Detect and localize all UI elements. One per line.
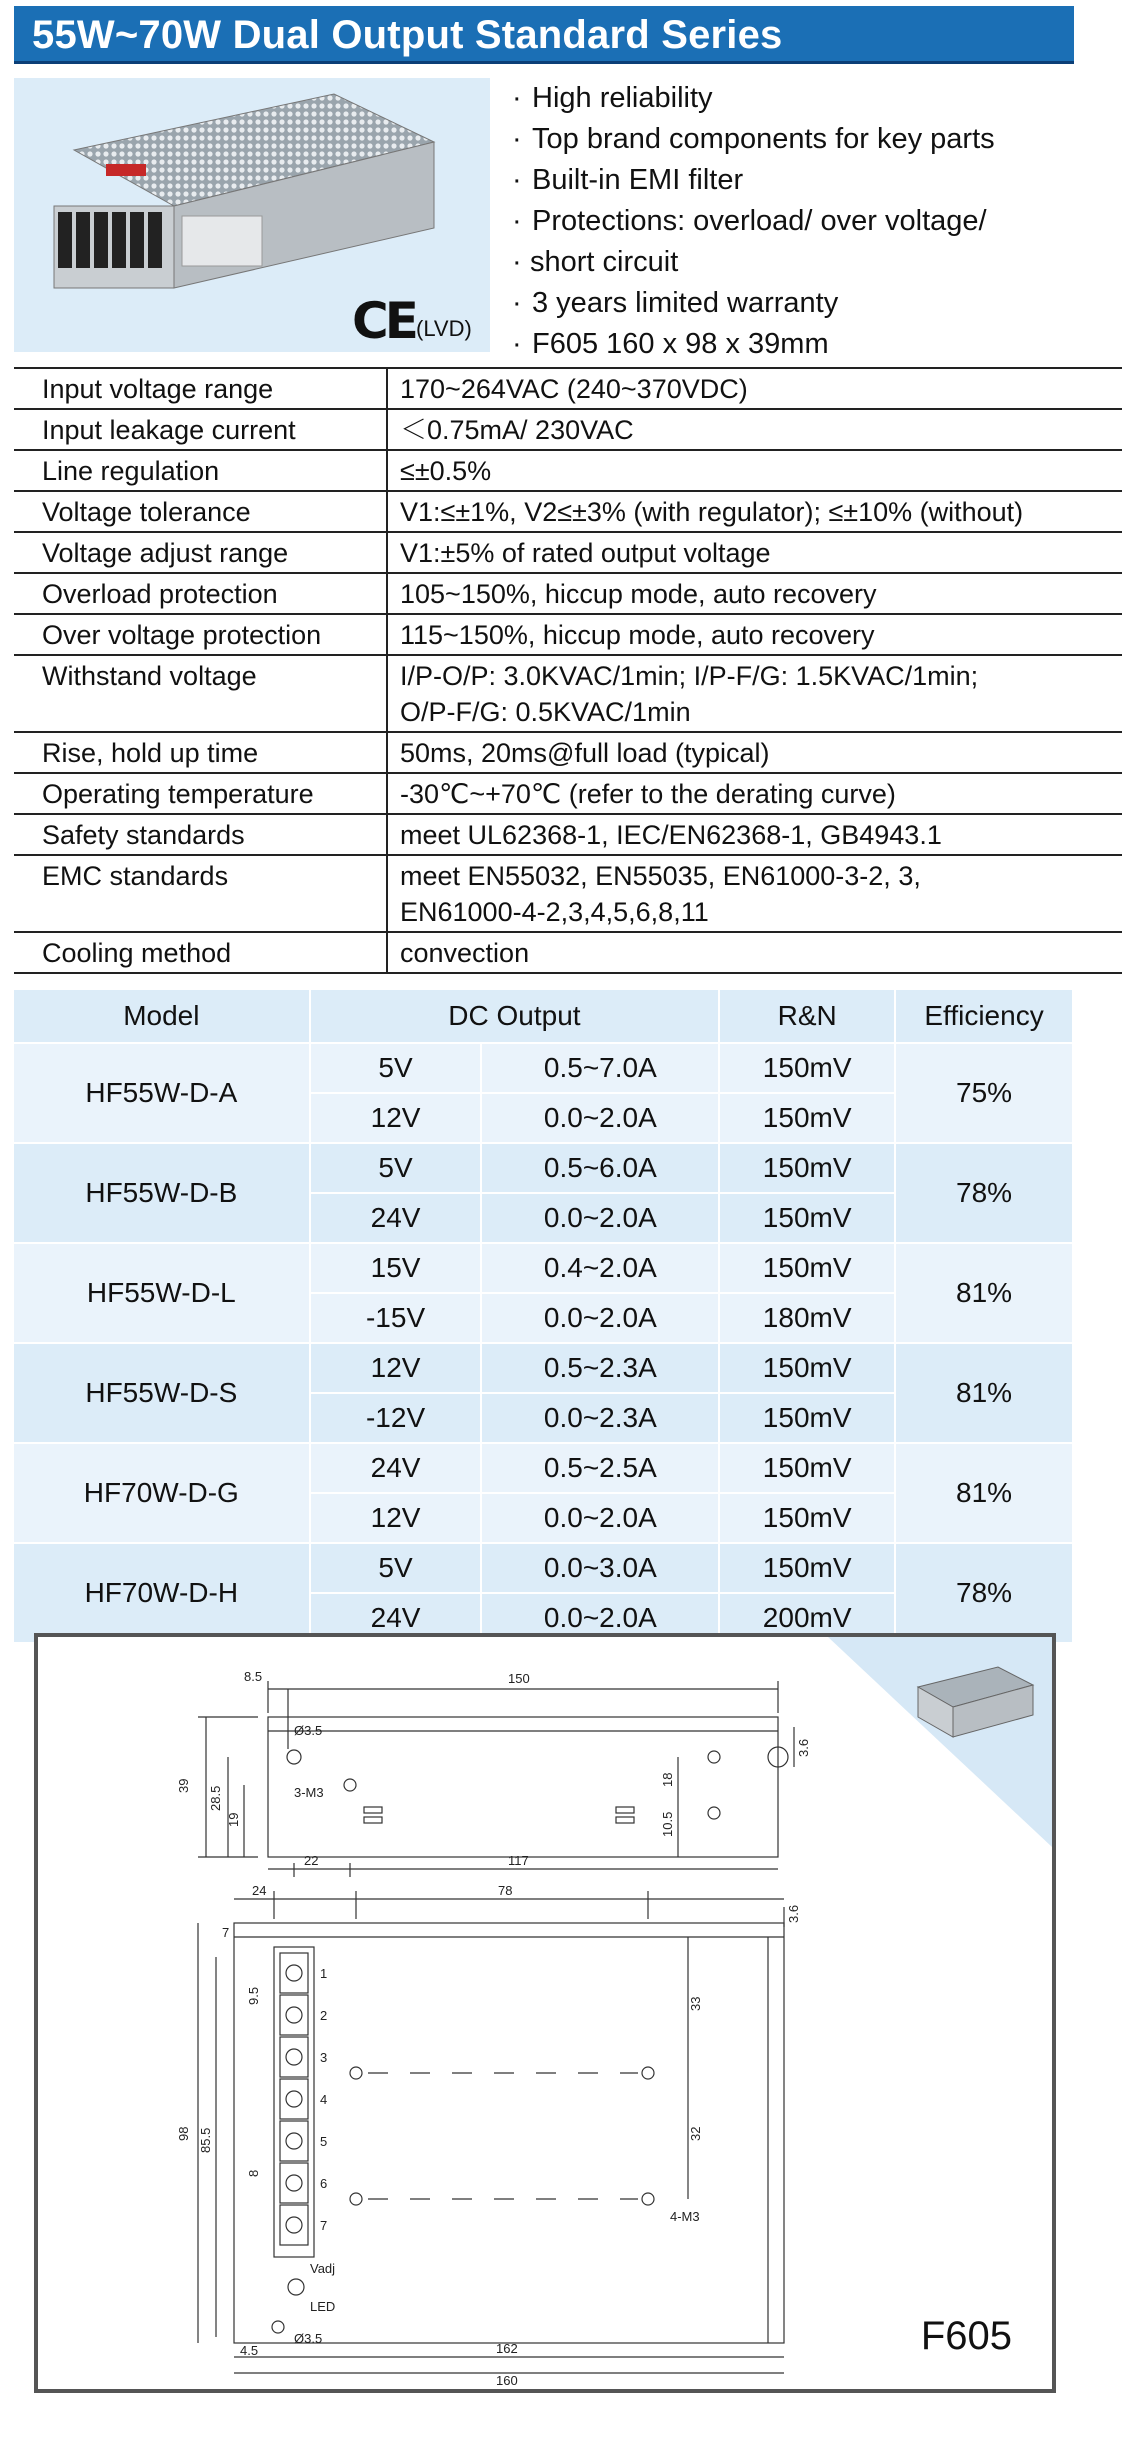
- dim-plan-3-6: 3.6: [786, 1904, 801, 1923]
- model-name: HF70W-D-H: [14, 1543, 310, 1643]
- table-row: [14, 1143, 1073, 1193]
- dim-screw-4m3: 4-M3: [670, 2209, 700, 2224]
- spec-value: [387, 409, 1122, 450]
- spec-row: [14, 932, 1122, 973]
- efficiency-header: Efficiency: [895, 990, 1073, 1043]
- dim-3-6-side: 3.6: [796, 1738, 811, 1757]
- table-row: [14, 1043, 1073, 1093]
- output-voltage: 12V: [310, 1093, 482, 1143]
- output-current: 0.5~2.5A: [481, 1443, 719, 1493]
- efficiency: 75%: [895, 1043, 1073, 1143]
- ripple-noise: 150mV: [719, 1543, 895, 1593]
- output-voltage: -15V: [310, 1293, 482, 1343]
- table-row: [14, 1443, 1073, 1493]
- spec-row: [14, 368, 1122, 409]
- spec-table: [14, 367, 1122, 974]
- dim-plan-98: 98: [176, 2126, 191, 2141]
- spec-value-line: convection: [400, 938, 530, 968]
- dim-screw-3m3: 3-M3: [294, 1785, 324, 1800]
- model-group: [14, 1343, 1073, 1443]
- spec-value-line: 50ms, 20ms@full load (typical): [400, 738, 770, 768]
- model-name: HF55W-D-B: [14, 1143, 310, 1243]
- dim-hole-dia-bottom: Ø3.5: [294, 2331, 323, 2346]
- feature-item-continued: · short circuit: [510, 242, 1110, 283]
- spec-label: Rise, hold up time: [14, 732, 387, 773]
- output-current: 0.0~2.0A: [481, 1293, 719, 1343]
- output-current: 0.4~2.0A: [481, 1243, 719, 1293]
- spec-value: [387, 932, 1122, 973]
- spec-row: [14, 655, 1122, 732]
- output-voltage: 24V: [310, 1593, 482, 1643]
- terminal-number: 2: [320, 2008, 328, 2023]
- output-voltage: -12V: [310, 1393, 482, 1443]
- dim-plan-33: 33: [688, 1996, 703, 2011]
- spec-value-line: ≤±0.5%: [400, 456, 492, 486]
- spec-value: [387, 773, 1122, 814]
- efficiency: 78%: [895, 1143, 1073, 1243]
- spec-row: [14, 573, 1122, 614]
- feature-item: · Built-in EMI filter: [510, 160, 1110, 201]
- dim-18: 18: [660, 1772, 675, 1787]
- output-voltage: 15V: [310, 1243, 482, 1293]
- output-current: 0.0~2.0A: [481, 1493, 719, 1543]
- ripple-noise: 150mV: [719, 1493, 895, 1543]
- model-name: HF55W-D-A: [14, 1043, 310, 1143]
- spec-label: Overload protection: [14, 573, 387, 614]
- feature-item: · F605 160 x 98 x 39mm: [510, 324, 1110, 365]
- spec-label: Input leakage current: [14, 409, 387, 450]
- dim-plan-78: 78: [498, 1883, 513, 1898]
- dim-top-left-offset: 8.5: [244, 1669, 263, 1684]
- output-current: 0.0~2.0A: [481, 1093, 719, 1143]
- terminal-number: 1: [320, 1966, 328, 1981]
- spec-label: Cooling method: [14, 932, 387, 973]
- output-current: 0.0~2.3A: [481, 1393, 719, 1443]
- feature-item: · Top brand components for key parts: [510, 119, 1110, 160]
- efficiency: 81%: [895, 1443, 1073, 1543]
- product-photo: [14, 78, 490, 352]
- output-current: 0.5~2.3A: [481, 1343, 719, 1393]
- dim-height-39: 39: [176, 1778, 191, 1793]
- model-group: [14, 1043, 1073, 1143]
- vadj-label: Vadj: [310, 2261, 336, 2276]
- corner-accent: [828, 1637, 1052, 1847]
- spec-row: [14, 532, 1122, 573]
- spec-value: [387, 614, 1122, 655]
- ripple-noise: 150mV: [719, 1193, 895, 1243]
- spec-row: [14, 855, 1122, 932]
- model-table: [14, 990, 1074, 1644]
- spec-row: [14, 409, 1122, 450]
- ripple-noise: 150mV: [719, 1043, 895, 1093]
- spec-value: [387, 855, 1122, 932]
- spec-value: [387, 532, 1122, 573]
- model-group: [14, 1443, 1073, 1543]
- ripple-noise: 150mV: [719, 1093, 895, 1143]
- rn-header: R&N: [719, 990, 895, 1043]
- spec-label: Operating temperature: [14, 773, 387, 814]
- output-voltage: 5V: [310, 1143, 482, 1193]
- dim-plan-4-5: 4.5: [240, 2343, 259, 2358]
- output-current: 0.0~3.0A: [481, 1543, 719, 1593]
- spec-row: [14, 732, 1122, 773]
- output-current: 0.5~6.0A: [481, 1143, 719, 1193]
- output-voltage: 12V: [310, 1343, 482, 1393]
- page-title: 55W~70W Dual Output Standard Series: [14, 6, 1074, 64]
- table-row: [14, 1543, 1073, 1593]
- output-voltage: 5V: [310, 1543, 482, 1593]
- spec-row: [14, 814, 1122, 855]
- model-group: [14, 1143, 1073, 1243]
- table-row: [14, 1243, 1073, 1293]
- spec-value: [387, 368, 1122, 409]
- spec-value: [387, 732, 1122, 773]
- model-group: [14, 1543, 1073, 1643]
- terminal-number: 4: [320, 2092, 328, 2107]
- dim-bottom-117: 117: [508, 1853, 529, 1868]
- spec-value: [387, 655, 1122, 732]
- ripple-noise: 150mV: [719, 1443, 895, 1493]
- model-name: HF70W-D-G: [14, 1443, 310, 1543]
- table-row: [14, 1343, 1073, 1393]
- spec-label: Safety standards: [14, 814, 387, 855]
- output-voltage: 24V: [310, 1443, 482, 1493]
- ce-mark: CE: [352, 292, 415, 350]
- dim-hole-dia-top: Ø3.5: [294, 1723, 323, 1738]
- feature-list: [510, 78, 1110, 365]
- spec-row: [14, 773, 1122, 814]
- spec-value-line: ＜0.75mA/ 230VAC: [400, 415, 634, 445]
- mechanical-drawing: [38, 1637, 1052, 2389]
- model-name: HF55W-D-S: [14, 1343, 310, 1443]
- dim-height-19: 19: [226, 1812, 241, 1827]
- model-header: Model: [14, 990, 310, 1043]
- dimension-drawing: [34, 1633, 1056, 2393]
- dim-plan-160: 160: [496, 2373, 518, 2388]
- spec-value-line: meet UL62368-1, IEC/EN62368-1, GB4943.1: [400, 820, 942, 850]
- spec-value-line: meet EN55032, EN55035, EN61000-3-2, 3,: [400, 861, 921, 891]
- output-voltage: 24V: [310, 1193, 482, 1243]
- output-voltage: 5V: [310, 1043, 482, 1093]
- ripple-noise: 200mV: [719, 1593, 895, 1643]
- output-current: 0.0~2.0A: [481, 1593, 719, 1643]
- dim-plan-8: 8: [246, 2169, 261, 2177]
- terminal-number: 6: [320, 2176, 328, 2191]
- model-group: [14, 1243, 1073, 1343]
- spec-label: EMC standards: [14, 855, 387, 932]
- dim-height-28-5: 28.5: [208, 1785, 223, 1811]
- ripple-noise: 150mV: [719, 1243, 895, 1293]
- spec-value: [387, 450, 1122, 491]
- spec-label: Input voltage range: [14, 368, 387, 409]
- terminal-number: 7: [320, 2218, 328, 2233]
- dim-bottom-22: 22: [304, 1853, 319, 1868]
- led-label: LED: [310, 2299, 336, 2314]
- output-voltage: 12V: [310, 1493, 482, 1543]
- spec-label: Voltage adjust range: [14, 532, 387, 573]
- ripple-noise: 150mV: [719, 1143, 895, 1193]
- efficiency: 78%: [895, 1543, 1073, 1643]
- efficiency: 81%: [895, 1343, 1073, 1443]
- spec-label: Withstand voltage: [14, 655, 387, 732]
- ripple-noise: 150mV: [719, 1393, 895, 1443]
- feature-item: · High reliability: [510, 78, 1110, 119]
- ce-lvd-note: (LVD): [416, 316, 472, 341]
- dim-total-length-top: 150: [508, 1671, 530, 1686]
- dc-output-header: DC Output: [310, 990, 720, 1043]
- spec-value: [387, 814, 1122, 855]
- dim-plan-32: 32: [688, 2126, 703, 2141]
- terminal-numbers: [320, 1966, 327, 2233]
- dim-plan-162: 162: [496, 2341, 518, 2356]
- spec-row: [14, 450, 1122, 491]
- spec-label: Over voltage protection: [14, 614, 387, 655]
- spec-value: [387, 573, 1122, 614]
- terminal-number: 3: [320, 2050, 328, 2065]
- output-current: 0.0~2.0A: [481, 1193, 719, 1243]
- feature-item: · 3 years limited warranty: [510, 283, 1110, 324]
- model-name: HF55W-D-L: [14, 1243, 310, 1343]
- efficiency: 81%: [895, 1243, 1073, 1343]
- dim-plan-7: 7: [222, 1925, 230, 1940]
- product-photo-panel: [14, 78, 490, 352]
- spec-value-line: EN61000-4-2,3,4,5,6,8,11: [400, 897, 709, 927]
- spec-value-line: V1:±5% of rated output voltage: [400, 538, 771, 568]
- spec-row: [14, 491, 1122, 532]
- spec-value-line: O/P-F/G: 0.5KVAC/1min: [400, 697, 691, 727]
- spec-value-line: 115~150%, hiccup mode, auto recovery: [400, 620, 875, 650]
- ripple-noise: 150mV: [719, 1343, 895, 1393]
- spec-label: Line regulation: [14, 450, 387, 491]
- spec-value: [387, 491, 1122, 532]
- dim-plan-24: 24: [252, 1883, 267, 1898]
- output-current: 0.5~7.0A: [481, 1043, 719, 1093]
- terminal-number: 5: [320, 2134, 328, 2149]
- spec-value-line: 170~264VAC (240~370VDC): [400, 374, 748, 404]
- spec-label: Voltage tolerance: [14, 491, 387, 532]
- ripple-noise: 180mV: [719, 1293, 895, 1343]
- spec-value-line: -30℃~+70℃ (refer to the derating curve): [400, 779, 896, 809]
- spec-value-line: I/P-O/P: 3.0KVAC/1min; I/P-F/G: 1.5KVAC/1min;: [400, 661, 979, 691]
- case-label: F605: [920, 2314, 1012, 2358]
- feature-item: · Protections: overload/ over voltage/: [510, 201, 1110, 242]
- dim-plan-85-5: 85.5: [198, 2127, 213, 2153]
- dim-plan-9-5: 9.5: [246, 1986, 261, 2005]
- dim-10-5: 10.5: [660, 1811, 675, 1837]
- spec-value-line: V1:≤±1%, V2≤±3% (with regulator); ≤±10% (without): [400, 497, 1024, 527]
- spec-value-line: 105~150%, hiccup mode, auto recovery: [400, 579, 877, 609]
- spec-row: [14, 614, 1122, 655]
